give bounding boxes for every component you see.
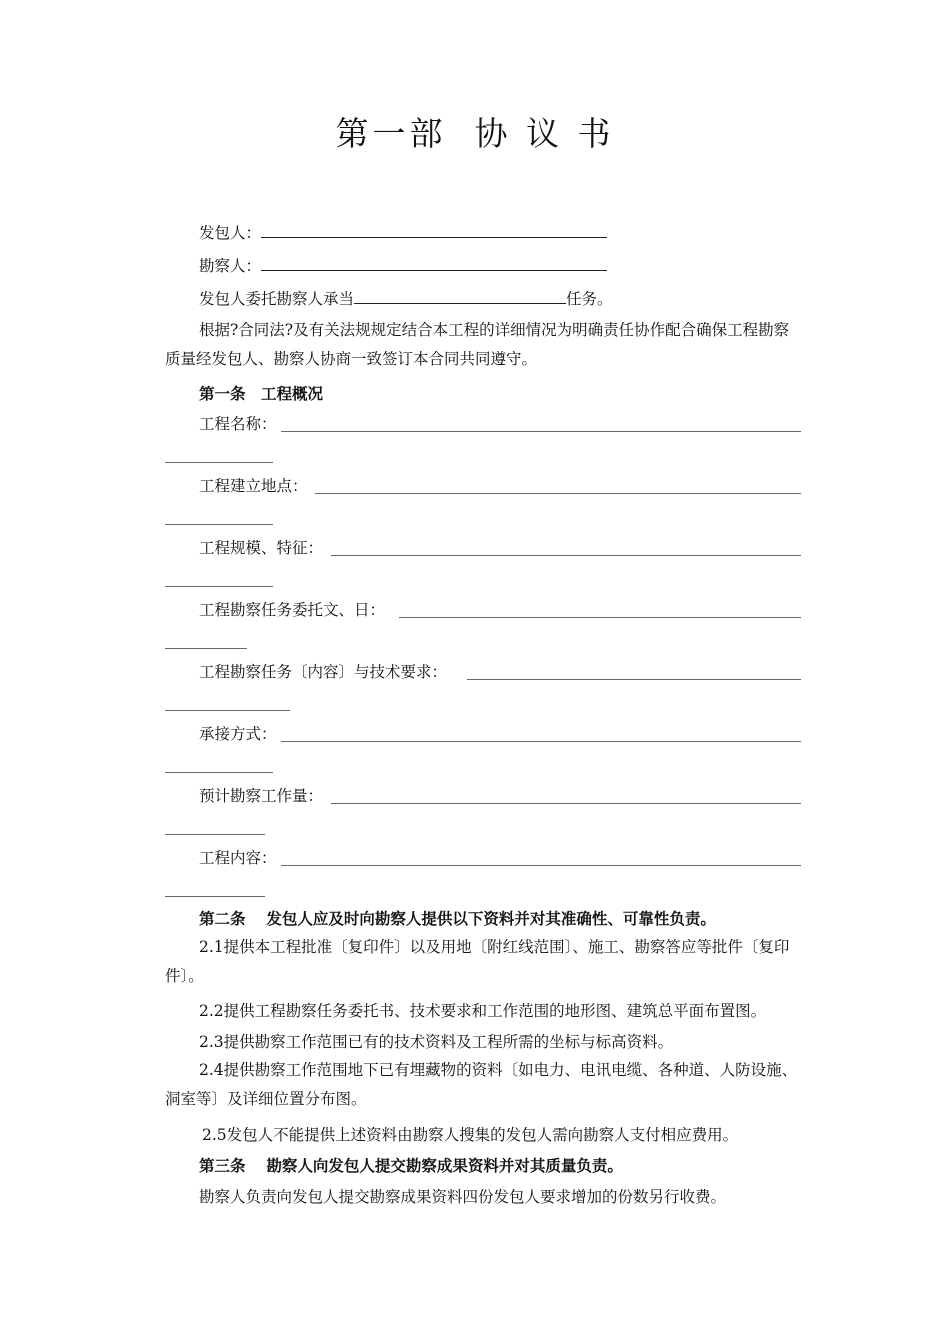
employer-line xyxy=(199,223,835,243)
surveyor-label: 勘察人： xyxy=(199,257,262,275)
page-title xyxy=(0,108,950,155)
article2-heading: 第二条 发包人应及时向勘察人提供以下资料并对其准确性、可靠性负责。 xyxy=(199,910,716,928)
title-name: 协 议 书 xyxy=(474,114,615,153)
field-blank[interactable] xyxy=(331,555,801,556)
field-blank[interactable] xyxy=(281,741,801,742)
article3-text: 勘察人负责向发包人提交勘察成果资料四份发包人要求增加的份数另行收费。 xyxy=(199,1188,727,1206)
field-blank-cont[interactable] xyxy=(165,834,265,835)
field-blank[interactable] xyxy=(315,493,801,494)
article1-heading: 第一条 工程概况 xyxy=(199,385,324,403)
surveyor-line xyxy=(199,256,835,276)
entrust-suffix: 任务。 xyxy=(566,290,613,308)
field-label: 工程名称： xyxy=(199,415,277,433)
field-label: 工程勘察任务〔内容〕与技术要求： xyxy=(199,663,448,681)
field-label: 工程内容： xyxy=(199,849,277,867)
field-label: 承接方式： xyxy=(199,725,277,743)
field-blank-cont[interactable] xyxy=(165,896,265,897)
article2-item-5: 2.5发包人不能提供上述资料由勘察人搜集的发包人需向勘察人支付相应费用。 xyxy=(202,1126,739,1144)
intro-paragraph: 根据?合同法?及有关法规规定结合本工程的详细情况为明确责任协作配合确保工程勘察质量经发包人、勘察人协商一致签订本合同共同遵守。 xyxy=(165,321,790,368)
article3-heading: 第三条 勘察人向发包人提交勘察成果资料并对其质量负责。 xyxy=(199,1157,623,1175)
article2-item-2: 2.2提供工程勘察任务委托书、技术要求和工作范围的地形图、建筑总平面布置图。 xyxy=(199,1002,767,1020)
field-blank-cont[interactable] xyxy=(165,586,273,587)
field-blank-cont[interactable] xyxy=(165,524,273,525)
article2-item-3: 2.3提供勘察工作范围已有的技术资料及工程所需的坐标与标高资料。 xyxy=(199,1033,674,1051)
employer-blank[interactable] xyxy=(261,223,607,238)
field-label: 工程建立地点： xyxy=(199,477,308,495)
field-blank-cont[interactable] xyxy=(165,648,247,649)
surveyor-blank[interactable] xyxy=(261,256,607,271)
field-blank[interactable] xyxy=(331,803,801,804)
entrust-blank[interactable] xyxy=(354,289,566,304)
field-blank[interactable] xyxy=(399,617,801,618)
article2-item-4: 2.4提供勘察工作范围地下已有埋藏物的资料〔如电力、电讯电缆、各种道、人防设施、洞室等〕及详细位置分布图。 xyxy=(165,1061,798,1108)
article2-item-1: 2.1提供本工程批准〔复印件〕以及用地〔附红线范围〕、施工、勘察答应等批件〔复印件〕。 xyxy=(165,938,790,985)
field-blank[interactable] xyxy=(467,679,801,680)
field-blank-cont[interactable] xyxy=(165,772,273,773)
field-blank[interactable] xyxy=(281,431,801,432)
field-label: 工程规模、特征： xyxy=(199,539,324,557)
entrust-prefix: 发包人委托勘察人承当 xyxy=(199,290,355,308)
entrust-line xyxy=(199,289,835,309)
employer-label: 发包人： xyxy=(199,224,262,242)
field-blank-cont[interactable] xyxy=(165,710,290,711)
field-label: 工程勘察任务委托文、日： xyxy=(199,601,386,619)
field-blank-cont[interactable] xyxy=(165,462,273,463)
field-label: 预计勘察工作量： xyxy=(199,787,324,805)
field-blank[interactable] xyxy=(281,865,801,866)
title-part: 第一部 xyxy=(335,114,447,153)
